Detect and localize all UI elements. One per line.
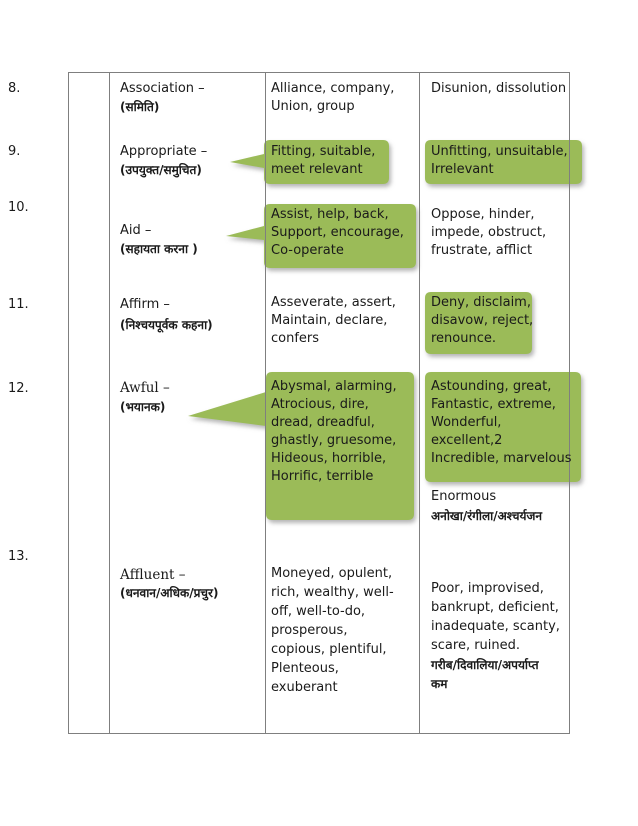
row-number: 8. — [8, 81, 21, 96]
antonym-line: Poor, improvised, — [431, 581, 544, 596]
synonym-line: Asseverate, assert, — [271, 295, 396, 310]
synonym-line: Horrific, terrible — [271, 469, 374, 484]
word-hindi: (धनवान/अधिक/प्रचुर) — [120, 586, 219, 600]
word: Affluent – — [120, 567, 186, 583]
row-number: 11. — [8, 297, 29, 312]
antonym-line: frustrate, afflict — [431, 243, 533, 258]
synonym-line: rich, wealthy, well- — [271, 585, 394, 600]
word: Appropriate – — [120, 144, 208, 159]
word-hindi: (समिति) — [120, 100, 160, 114]
synonym-line: Fitting, suitable, — [271, 144, 376, 159]
antonym-line: bankrupt, deficient, — [431, 600, 559, 615]
synonym-line: Union, group — [271, 99, 355, 114]
synonym-line: dread, dreadful, — [271, 415, 375, 430]
antonym-line: Disunion, dissolution — [431, 81, 567, 96]
word-hindi: (निश्चयपूर्वक कहना) — [120, 318, 213, 332]
synonym-line: Hideous, horrible, — [271, 451, 387, 466]
synonym-line: Moneyed, opulent, — [271, 566, 393, 581]
synonym-line: meet relevant — [271, 162, 363, 177]
word: Awful – — [120, 380, 170, 396]
synonym-line: Atrocious, dire, — [271, 397, 369, 412]
antonym-line: Wonderful, — [431, 415, 502, 430]
antonym-hindi: गरीब/दिवालिया/अपर्याप्त — [431, 658, 539, 672]
word-hindi: (सहायता करना ) — [120, 242, 198, 256]
antonym-line: Deny, disclaim, — [431, 295, 531, 310]
synonym-line: Support, encourage, — [271, 225, 404, 240]
word: Association – — [120, 81, 205, 96]
synonym-line: Plenteous, — [271, 661, 339, 676]
synonym-line: Co-operate — [271, 243, 344, 258]
antonym-line: inadequate, scanty, — [431, 619, 560, 634]
synonym-line: off, well-to-do, — [271, 604, 366, 619]
antonym-line: Incredible, marvelous — [431, 451, 572, 466]
antonym-line: Unfitting, unsuitable, — [431, 144, 568, 159]
row-number: 10. — [8, 200, 29, 215]
antonym-line: Irrelevant — [431, 162, 494, 177]
antonym-line: excellent,2 — [431, 433, 503, 448]
antonym-hindi: अनोखा/रंगीला/अश्चर्यजन — [431, 509, 543, 523]
word: Aid – — [120, 223, 152, 238]
synonym-line: copious, plentiful, — [271, 642, 387, 657]
synonym-line: confers — [271, 331, 320, 346]
row-number: 13. — [8, 549, 29, 564]
synonym-line: Abysmal, alarming, — [271, 379, 397, 394]
antonym-line: Oppose, hinder, — [431, 207, 535, 222]
row-number: 9. — [8, 144, 21, 159]
antonym-line: Astounding, great, — [431, 379, 552, 394]
word: Affirm – — [120, 297, 170, 312]
antonym-hindi: कम — [431, 677, 448, 691]
antonym-line: renounce. — [431, 331, 497, 346]
antonym-line: Enormous — [431, 489, 497, 504]
antonym-line: Fantastic, extreme, — [431, 397, 556, 412]
synonym-line: exuberant — [271, 680, 338, 695]
synonym-line: prosperous, — [271, 623, 348, 638]
synonym-line: Alliance, company, — [271, 81, 395, 96]
word-hindi: (भयानक) — [120, 400, 166, 414]
synonym-line: Maintain, declare, — [271, 313, 388, 328]
row-number: 12. — [8, 381, 29, 396]
synonym-line: Assist, help, back, — [271, 207, 389, 222]
antonym-line: disavow, reject, — [431, 313, 534, 328]
word-hindi: (उपयुक्त/समुचित) — [120, 163, 202, 177]
synonym-line: ghastly, gruesome, — [271, 433, 397, 448]
antonym-line: impede, obstruct, — [431, 225, 547, 240]
antonym-line: scare, ruined. — [431, 638, 521, 653]
